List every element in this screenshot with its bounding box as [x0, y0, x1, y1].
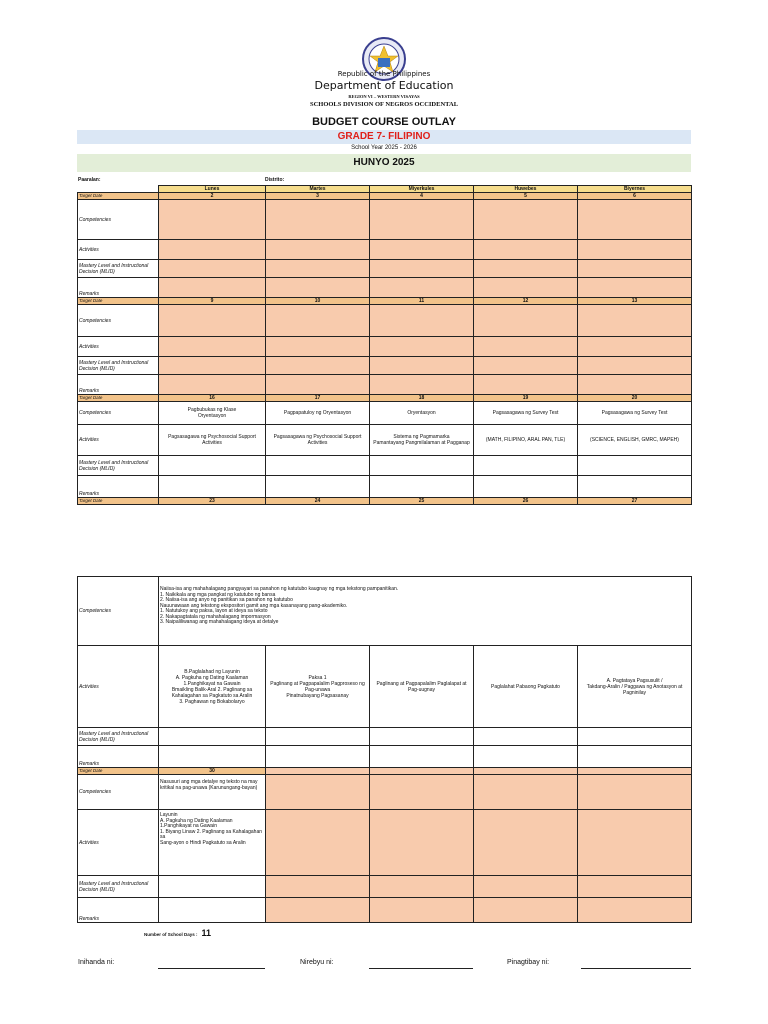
row-label: Activities — [78, 646, 159, 728]
competency-cell[interactable]: Pagpapatuloy ng Oryentasyon — [266, 402, 370, 425]
cell[interactable] — [370, 898, 474, 923]
row-label: Activities — [78, 337, 159, 357]
cell[interactable] — [159, 357, 266, 375]
competencies-row — [78, 577, 692, 646]
competency-line: Naiisa-isa ang mahahalagang pangyayari sa panahon ng katutubo kaugnay ng mga tekstong pampanitikan. — [160, 586, 399, 592]
date-cell: 6 — [578, 193, 692, 200]
activities-row — [78, 337, 692, 357]
activities-row — [78, 425, 692, 456]
cell[interactable] — [474, 810, 578, 876]
cell[interactable] — [474, 337, 578, 357]
cell[interactable] — [370, 278, 474, 298]
school-year: School Year 2025 - 2026 — [351, 145, 417, 151]
target-date-row — [78, 395, 692, 402]
reviewed-by-label: Nirebyu ni: — [300, 959, 334, 966]
row-label: Activities — [78, 240, 159, 260]
remarks-row — [78, 898, 692, 923]
date-cell: 30 — [159, 768, 266, 775]
cell[interactable] — [578, 260, 692, 278]
cell[interactable] — [474, 240, 578, 260]
republic-text: Republic of the Philippines — [337, 70, 431, 78]
cell[interactable] — [159, 476, 266, 498]
activities-row — [78, 646, 692, 728]
date-cell: 12 — [474, 298, 578, 305]
page-title: BUDGET COURSE OUTLAY — [312, 116, 456, 128]
row-label: Mastery Level and Instructional Decision (MLID) — [78, 357, 159, 375]
cell[interactable] — [370, 375, 474, 395]
cell[interactable] — [370, 775, 474, 810]
cell[interactable] — [159, 876, 266, 898]
cell[interactable] — [159, 375, 266, 395]
cell[interactable] — [159, 337, 266, 357]
weekly-schedule-table — [77, 185, 692, 505]
row-label: Remarks — [78, 278, 159, 298]
cell[interactable] — [266, 337, 370, 357]
cell[interactable] — [159, 898, 266, 923]
target-date-row — [78, 298, 692, 305]
date-cell: 2 — [159, 193, 266, 200]
competencies-row — [78, 305, 692, 337]
cell[interactable] — [266, 746, 370, 768]
school-days-label: Number of School Days : — [144, 932, 198, 937]
day-header: Lunes — [159, 186, 266, 193]
date-cell — [578, 768, 692, 775]
date-cell: 20 — [578, 395, 692, 402]
mastery-row — [78, 728, 692, 746]
competency-line: 2. Nakapagtatala ng mahahalagang impormasyon — [160, 613, 271, 620]
row-label: Competencies — [78, 577, 159, 646]
date-cell: 9 — [159, 298, 266, 305]
row-label: Competencies — [78, 775, 159, 810]
activity-cell[interactable]: B.Paglalahad ng Layunin A. Pagkuha ng Dating Kaalaman 1.Panghikayat na Gawain Bmaikling Balik-Aral 2. Paglinang sa Kahalagahan sa Pagkatuto sa Aralin 3. Paghawan ng Bokabolaryo — [159, 646, 266, 728]
remarks-row — [78, 278, 692, 298]
division-text: SCHOOLS DIVISION OF NEGROS OCCIDENTAL — [309, 101, 459, 108]
cell[interactable] — [266, 810, 370, 876]
school-label: Paaralan: — [78, 177, 101, 183]
date-cell: 5 — [474, 193, 578, 200]
cell[interactable] — [578, 746, 692, 768]
cell[interactable] — [578, 898, 692, 923]
day-header-row — [78, 186, 692, 193]
mastery-row — [78, 876, 692, 898]
date-cell — [474, 768, 578, 775]
date-cell: 25 — [370, 498, 474, 505]
date-cell: 24 — [266, 498, 370, 505]
cell[interactable] — [370, 357, 474, 375]
cell[interactable] — [578, 810, 692, 876]
cell[interactable] — [266, 200, 370, 240]
activity-cell[interactable]: Layunin A. Pagkuha ng Dating Kaalaman 1.Panghikayat na Gawain 1. Biyang Linaw 2. Paglinang sa Kahalagahan sa Sang-ayon o Hindi Pagkatuto sa Aralin — [159, 810, 266, 876]
cell[interactable] — [159, 456, 266, 476]
cell[interactable] — [266, 456, 370, 476]
cell[interactable] — [474, 375, 578, 395]
cell[interactable] — [578, 357, 692, 375]
activity-cell[interactable]: Paglinang at Pagpapalalim Paglalapat at Pag-uugnay — [370, 646, 474, 728]
date-cell: 16 — [159, 395, 266, 402]
cell[interactable] — [474, 200, 578, 240]
cell[interactable] — [474, 260, 578, 278]
district-label: Distrito: — [265, 177, 285, 183]
remarks-row — [78, 746, 692, 768]
cell[interactable] — [370, 260, 474, 278]
cell[interactable] — [370, 810, 474, 876]
competency-line: 1. Naikikala ang mga pangkat ng katutubo ng bansa — [160, 591, 276, 598]
row-label: Competencies — [78, 305, 159, 337]
activities-row — [78, 240, 692, 260]
date-cell: 23 — [159, 498, 266, 505]
cell[interactable] — [578, 240, 692, 260]
activity-cell[interactable]: Pagsasagawa ng Psychosocial Support Activities — [266, 425, 370, 456]
row-label: Remarks — [78, 746, 159, 768]
date-cell: 17 — [266, 395, 370, 402]
cell[interactable] — [266, 278, 370, 298]
approved-signature-line[interactable] — [581, 968, 691, 969]
date-cell — [266, 768, 370, 775]
row-label: Activities — [78, 810, 159, 876]
cell[interactable] — [266, 476, 370, 498]
date-cell: 27 — [578, 498, 692, 505]
cell[interactable] — [159, 746, 266, 768]
cell[interactable] — [159, 305, 266, 337]
cell[interactable] — [266, 876, 370, 898]
cell[interactable] — [370, 728, 474, 746]
competency-cell[interactable]: Pagsasagawa ng Survey Test — [578, 402, 692, 425]
cell[interactable] — [578, 200, 692, 240]
cell[interactable] — [266, 260, 370, 278]
competency-line: Nauunawaan ang tekstong ekspositori gamit ang mga kasanayang pang-akademiko. — [160, 602, 348, 609]
reviewed-signature-line[interactable] — [369, 968, 473, 969]
competencies-row — [78, 200, 692, 240]
row-label: Mastery Level and Instructional Decision (MLID) — [78, 728, 159, 746]
cell[interactable] — [474, 876, 578, 898]
cell[interactable] — [370, 305, 474, 337]
row-label: Mastery Level and Instructional Decision (MLID) — [78, 876, 159, 898]
date-cell: 18 — [370, 395, 474, 402]
cell[interactable] — [370, 200, 474, 240]
cell[interactable] — [474, 775, 578, 810]
row-label: Target Date — [78, 193, 159, 200]
cell[interactable] — [578, 305, 692, 337]
competency-cell[interactable]: Oryentasyon — [370, 402, 474, 425]
date-cell: 3 — [266, 193, 370, 200]
date-cell: 4 — [370, 193, 474, 200]
activity-cell[interactable]: Sistema ng Pagmamarka Pamantayang Pangmilalaman at Pagganap — [370, 425, 474, 456]
row-label: Target Date — [78, 298, 159, 305]
mastery-row — [78, 260, 692, 278]
cell[interactable] — [474, 476, 578, 498]
cell[interactable] — [266, 775, 370, 810]
competency-line: 2. Naiisa-isa ang anyo ng panitikan sa panahon ng katutubo — [160, 597, 293, 603]
cell[interactable] — [578, 775, 692, 810]
cell[interactable] — [370, 476, 474, 498]
day-header: Miyerkules — [370, 186, 474, 193]
approved-by-label: Pinagtibay ni: — [507, 959, 550, 966]
cell[interactable] — [370, 456, 474, 476]
school-days-count — [144, 928, 211, 938]
row-label: Remarks — [78, 898, 159, 923]
activity-cell[interactable]: (SCIENCE, ENGLISH, GMRC, MAPEH) — [578, 425, 692, 456]
row-label: Target Date — [78, 498, 159, 505]
cell[interactable] — [578, 728, 692, 746]
date-cell: 13 — [578, 298, 692, 305]
date-cell: 11 — [370, 298, 474, 305]
cell[interactable] — [266, 357, 370, 375]
cell[interactable] — [474, 746, 578, 768]
target-date-row — [78, 768, 692, 775]
date-cell: 10 — [266, 298, 370, 305]
week-competencies-cell[interactable] — [159, 577, 692, 646]
cell[interactable] — [266, 728, 370, 746]
target-date-row — [78, 498, 692, 505]
cell[interactable] — [159, 260, 266, 278]
grade-subject-band: GRADE 7- FILIPINO — [77, 130, 691, 144]
row-label: Mastery Level and Instructional Decision (MLID) — [78, 456, 159, 476]
row-label: Remarks — [78, 476, 159, 498]
target-date-row — [78, 193, 692, 200]
cell[interactable] — [266, 375, 370, 395]
day-header: Huwebes — [474, 186, 578, 193]
mastery-row — [78, 456, 692, 476]
prepared-signature-line[interactable] — [158, 968, 265, 969]
cell[interactable] — [159, 240, 266, 260]
day-header: Martes — [266, 186, 370, 193]
cell[interactable] — [578, 375, 692, 395]
mastery-row — [78, 357, 692, 375]
cell[interactable] — [159, 728, 266, 746]
activity-cell[interactable]: Paksa 1 Paglinang at Pagpapalalim Pagproseso ng Pag-unawa Pinatnubayang Pagsasanay — [266, 646, 370, 728]
activities-row — [78, 810, 692, 876]
cell[interactable] — [370, 746, 474, 768]
activity-cell[interactable]: Pagsasagawa ng Psychosocial Support Activities — [159, 425, 266, 456]
date-cell: 19 — [474, 395, 578, 402]
competency-cell[interactable]: Nasusuri ang mga detalye ng teksto na may kritikal na pag-unawa (Karunungang-bayan) — [159, 775, 266, 810]
remarks-row — [78, 476, 692, 498]
department-text: Department of Education — [314, 79, 454, 92]
activity-cell[interactable]: A. Pagtataya Pagsusulit / Takdang-Aralin / Paggawa ng Anotasyon at Pagninilay — [578, 646, 692, 728]
competencies-row — [78, 775, 692, 810]
cell[interactable] — [578, 337, 692, 357]
cell[interactable] — [474, 305, 578, 337]
day-header: Biyernes — [578, 186, 692, 193]
weekly-content-table — [77, 576, 692, 923]
cell[interactable] — [370, 240, 474, 260]
cell[interactable] — [474, 898, 578, 923]
competency-cell[interactable]: Pagsasagawa ng Survey Test — [474, 402, 578, 425]
competency-line: 1. Natutukoy ang paksa, layon at ideya sa teksto — [160, 608, 268, 614]
row-label: Target Date — [78, 395, 159, 402]
row-label: Competencies — [78, 402, 159, 425]
cell[interactable] — [370, 337, 474, 357]
cell[interactable] — [578, 476, 692, 498]
cell[interactable] — [266, 898, 370, 923]
row-label: Remarks — [78, 375, 159, 395]
cell[interactable] — [578, 876, 692, 898]
row-label: Activities — [78, 425, 159, 456]
cell[interactable] — [266, 305, 370, 337]
row-label: Target Date — [78, 768, 159, 775]
row-label: Mastery Level and Instructional Decision (MLID) — [78, 260, 159, 278]
cell[interactable] — [266, 240, 370, 260]
cell[interactable] — [474, 357, 578, 375]
cell[interactable] — [474, 728, 578, 746]
date-cell: 26 — [474, 498, 578, 505]
activity-cell[interactable]: (MATH, FILIPINO, ARAL PAN, TLE) — [474, 425, 578, 456]
competencies-row — [78, 402, 692, 425]
row-label: Competencies — [78, 200, 159, 240]
cell[interactable] — [370, 876, 474, 898]
cell[interactable] — [578, 456, 692, 476]
month-band: HUNYO 2025 — [77, 154, 691, 172]
cell[interactable] — [474, 278, 578, 298]
date-cell — [370, 768, 474, 775]
school-days-value: 11 — [201, 928, 212, 938]
remarks-row — [78, 375, 692, 395]
cell[interactable] — [474, 456, 578, 476]
competency-cell[interactable]: Pagbubukas ng Klase Oryentasyon — [159, 402, 266, 425]
cell[interactable] — [578, 278, 692, 298]
cell[interactable] — [159, 278, 266, 298]
competency-line: 3. Naipaliliwanag ang mahahalagang ideya at detalye — [160, 619, 279, 625]
cell[interactable] — [159, 200, 266, 240]
region-text: REGION VI – WESTERN VISAYAS — [348, 94, 420, 99]
corner-cell — [78, 186, 159, 193]
activity-cell[interactable]: Paglalahat Pabaong Pagkatuto — [474, 646, 578, 728]
prepared-by-label: Inihanda ni: — [78, 959, 115, 966]
